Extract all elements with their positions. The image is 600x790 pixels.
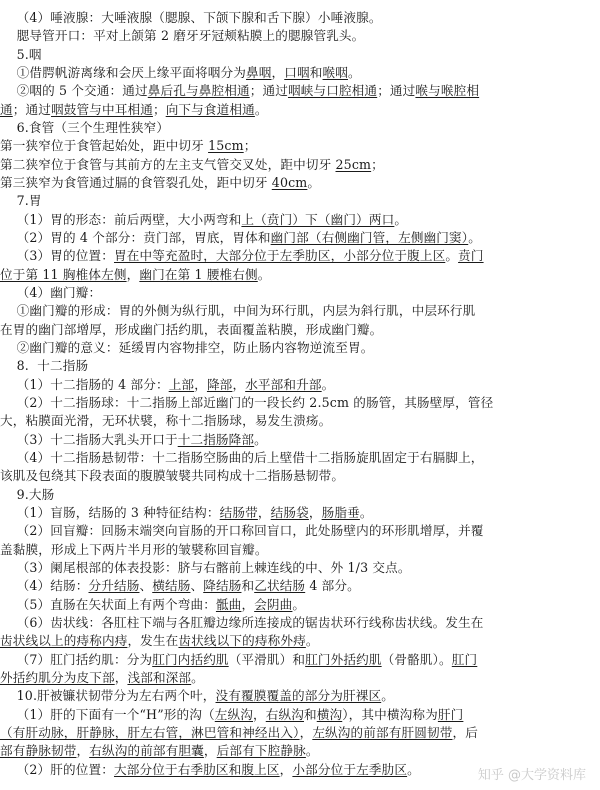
text-line [0, 246, 600, 266]
underlined-term: 15cm [208, 138, 244, 154]
text-run: ，发生在 [127, 633, 179, 649]
text-line [0, 210, 600, 230]
underlined-term: 大部分位于右季肋区和腹上区 [113, 761, 280, 777]
underlined-term: 小部分位于左季肋区 [292, 761, 408, 777]
text-run: 和 [303, 706, 317, 722]
underlined-term: 十二指肠降部 [177, 431, 255, 447]
text-run: 大，粘膜面光滑，无环状襞，称十二指肠球，易发生溃疡。 [0, 413, 332, 429]
underlined-term: 外括约肌分为皮下部 [0, 670, 115, 685]
text-run: （平滑肌）和 [228, 651, 306, 667]
underlined-term: 会阴曲 [254, 596, 293, 612]
text-line [0, 485, 600, 505]
text-run: 。 [394, 211, 408, 227]
underlined-term: 分升结肠 [88, 578, 140, 594]
text-line [0, 741, 600, 761]
text-run: （2）肝的位置： [0, 761, 114, 777]
text-line [0, 705, 600, 725]
text-line [0, 155, 600, 175]
text-run: （2）回盲瓣：回肠末端突向盲肠的开口称回盲口，此处肠壁内的环形肌增厚，并覆 [0, 523, 484, 539]
text-line [0, 356, 600, 376]
text-run: （1）胃的形态：前后两壁，大小两弯和 [0, 211, 242, 227]
text-run: 。 [468, 230, 481, 245]
text-line [0, 228, 600, 248]
underlined-term: 肛门外括约肌 [305, 651, 382, 667]
underlined-term: 40cm [271, 175, 308, 190]
text-run: （3）十二指肠大乳头开口于 [0, 431, 178, 447]
text-run: 和 [309, 65, 323, 80]
text-run: 6.食管（三个生理性狭窄） [0, 120, 170, 135]
text-run: （4）唾液腺：大唾液腺（腮腺、下颌下腺和舌下腺）小唾液腺。 [0, 10, 382, 25]
underlined-term: 贲门 [458, 248, 484, 264]
text-run: ， [241, 596, 255, 612]
text-run: 。 [305, 743, 319, 759]
text-run: 。 [407, 761, 420, 777]
text-run: 。 [359, 505, 373, 520]
underlined-term: 部有静脉韧带 [0, 743, 77, 759]
underlined-term: 左纵沟的前部有肝圆韧带 [312, 725, 453, 740]
text-run: （1）十二指肠的 4 部分： [0, 376, 169, 392]
text-run: 在胃的幽门部增厚，形成幽门括约肌，表面覆盖粘膜，形成幽门瓣。 [0, 321, 383, 337]
text-run: ；通过 [377, 83, 416, 99]
text-line [0, 118, 600, 138]
underlined-term: 肛门 [451, 651, 478, 667]
underlined-term: 幽门部（右侧幽门管，左侧幽门窦） [270, 230, 469, 245]
text-run: 。 [348, 65, 361, 80]
text-line [0, 320, 600, 340]
underlined-term: 口咽 [284, 65, 310, 80]
underlined-term: 肛门内括约肌 [152, 651, 229, 667]
underlined-term: 肝门 [437, 706, 464, 722]
text-run: 4 部分。 [305, 578, 360, 594]
underlined-term: 后部有下腔静脉 [216, 743, 306, 759]
text-line [0, 8, 600, 28]
text-line [0, 26, 600, 46]
text-line [0, 430, 600, 450]
text-line [0, 448, 600, 468]
text-run: 8. 十二指肠 [0, 358, 89, 374]
text-line [0, 686, 600, 706]
text-line [0, 45, 600, 65]
underlined-term: 通 [0, 101, 13, 117]
underlined-term: 右纵沟 [265, 706, 304, 722]
text-line [0, 521, 600, 541]
text-line [0, 503, 600, 523]
text-run: ， [308, 505, 322, 520]
text-run: ， [194, 376, 207, 392]
underlined-term: 乙状结肠 [254, 578, 306, 594]
text-line [0, 393, 600, 413]
text-line [0, 173, 600, 193]
text-run: （5）直肠在矢状面上有两个弯曲： [0, 596, 216, 612]
underlined-term: 喉咽 [322, 65, 349, 80]
underlined-term: 横沟 [316, 706, 343, 722]
text-line [0, 100, 600, 120]
text-run: （7）肛门括约肌：分为 [0, 651, 153, 667]
text-run: （4）幽门瓣： [0, 285, 102, 300]
text-line [0, 411, 600, 431]
text-run: 。 [321, 376, 335, 392]
text-line [0, 63, 600, 83]
text-line [0, 558, 600, 578]
underlined-term: 降部 [206, 376, 233, 392]
text-line [0, 81, 600, 101]
text-run: ），其中横沟称为 [342, 706, 438, 722]
text-run: 10.肝被镰状韧带分为左右两个叶， [0, 688, 216, 704]
zhihu-watermark: 知乎 @大学资料库 [477, 768, 586, 783]
text-run: 和 [241, 578, 255, 594]
underlined-term: 胃在中等充盈时，大部分位于左季肋区，小部分位于腹上区 [113, 248, 446, 264]
text-run: ；通过 [249, 83, 288, 99]
text-run: （4）十二指肠悬韧带：十二指肠空肠曲的后上壁借十二指肠旋肌固定于右膈脚上， [0, 450, 484, 465]
text-run: ；通过 [12, 101, 51, 117]
text-line [0, 283, 600, 303]
text-run: 第二狭窄位于食管与其前方的左主支气管交叉处，距中切牙 [0, 156, 336, 172]
text-run: ①借腭帆游离缘和会厌上缘平面将咽分为 [0, 65, 247, 80]
text-run: 。 [445, 248, 459, 264]
text-line [0, 466, 600, 486]
text-run: ， [76, 743, 90, 759]
text-run: 。 [257, 266, 271, 282]
text-run: ， [253, 706, 266, 722]
text-run: ， [257, 505, 271, 520]
text-line [0, 191, 600, 211]
underlined-term: 结肠袋 [270, 505, 309, 520]
text-run: （骨骼肌）。 [381, 651, 452, 667]
text-run: （1）盲肠，结肠的 3 种特征结构： [0, 505, 220, 520]
text-run: （1）肝的下面有一个“H”形的沟（ [0, 706, 215, 722]
text-run: （4）结肠： [0, 578, 89, 594]
text-run: 。 [191, 670, 204, 685]
underlined-term: 幽门在第 1 腰椎右侧 [139, 266, 258, 282]
text-run: ， [279, 761, 293, 777]
text-run: 、 [139, 578, 153, 594]
text-run: ； [371, 156, 384, 172]
underlined-term: 咽鼓管与中耳相通 [50, 101, 153, 117]
underlined-term: 25cm [335, 156, 372, 172]
text-run: ， [232, 376, 246, 392]
underlined-term: 位于第 11 胸椎体左侧 [0, 266, 127, 282]
text-line [0, 613, 600, 633]
text-run: 第一狭窄位于食管起始处，距中切牙 [0, 138, 209, 154]
underlined-term: 结肠带 [219, 505, 258, 520]
text-run: 9.大肠 [0, 486, 55, 502]
text-run: （3）胃的位置： [0, 248, 114, 264]
text-run: ②咽的 5 个交通：通过 [0, 83, 148, 99]
text-run: （3）阑尾根部的体表投影：脐与右髂前上棘连线的中、外 1/3 交点。 [0, 560, 411, 575]
text-run: ①幽门瓣的形成：胃的外侧为纵行肌，中间为环行肌，内层为斜行肌，中层环行肌 [0, 303, 476, 319]
underlined-term: 齿状线以上的痔称内痔 [0, 633, 128, 649]
text-run: 、 [190, 578, 204, 594]
text-line [0, 265, 600, 285]
text-run: 。 [254, 431, 267, 447]
text-line [0, 136, 600, 156]
underlined-term: （有肝动脉，肝静脉，肝左右管，淋巴管和神经出入） [0, 725, 300, 740]
text-line [0, 650, 600, 670]
underlined-term: 上（贲门）下（幽门）两口 [241, 211, 395, 227]
text-line [0, 540, 600, 560]
text-run: （2）十二指肠球：十二指肠上部近幽门的一段长约 2.5cm 的肠管，其肠壁厚，管径 [0, 395, 494, 410]
text-run: 。 [292, 596, 306, 612]
underlined-term: 没有覆膜覆盖的部分为肝裸区 [215, 688, 382, 704]
text-run: 第三狭窄为食管通过膈的食管裂孔处，距中切牙 [0, 175, 272, 190]
text-run: ， [126, 266, 140, 282]
underlined-term: 齿状线以下的痔称外痔 [178, 633, 306, 649]
text-run: 该肌及包绕其下段表面的腹膜皱襞共同构成十二指肠悬韧带。 [0, 468, 345, 484]
underlined-term: 骶曲 [215, 596, 242, 612]
text-line [0, 338, 600, 358]
text-run: ， [114, 670, 128, 685]
text-run: ②幽门瓣的意义：延缓胃内容物排空，防止肠内容物逆流至胃。 [0, 340, 374, 355]
text-line [0, 631, 600, 651]
text-line [0, 595, 600, 615]
text-run: （2）胃的 4 个部分：贲门部，胃底，胃体和 [0, 230, 271, 245]
underlined-term: 鼻咽 [246, 65, 272, 80]
text-line [0, 576, 600, 596]
text-run: 腮导管开口：平对上颌第 2 磨牙牙冠颊粘膜上的腮腺管乳头。 [0, 28, 365, 44]
underlined-term: 横结肠 [152, 578, 191, 594]
text-line [0, 723, 600, 743]
text-run: 。 [381, 688, 394, 704]
text-run: 5.咽 [0, 46, 42, 62]
underlined-term: 右纵沟的前部有胆囊 [89, 743, 204, 759]
underlined-term: 喉与喉腔相 [415, 83, 480, 99]
text-run: ， [299, 725, 313, 740]
text-run: ， [203, 743, 217, 759]
underlined-term: 左纵沟 [214, 706, 253, 722]
text-run: 。 [254, 101, 268, 117]
text-run: 。 [307, 175, 321, 190]
underlined-term: 浅部和深部 [127, 670, 192, 685]
underlined-term: 鼻后孔与鼻腔相通 [147, 83, 250, 99]
text-run: 7.胃 [0, 193, 42, 209]
underlined-term: 水平部和升部 [245, 376, 322, 392]
underlined-term: 上部 [168, 376, 195, 392]
underlined-term: 向下与食道相通 [165, 101, 255, 117]
text-run: 盖黏膜，形成上下两片半月形的皱襞称回盲瓣。 [0, 541, 268, 557]
text-run: 。 [305, 633, 319, 649]
underlined-term: 降结肠 [203, 578, 242, 594]
text-run: ，后 [452, 725, 478, 740]
text-line [0, 375, 600, 395]
text-line [0, 668, 600, 688]
text-run: ； [152, 101, 166, 117]
underlined-term: 肠脂垂 [321, 505, 360, 520]
text-run: ； [243, 138, 257, 154]
text-line [0, 301, 600, 321]
underlined-term: 咽峡与口腔相通 [287, 83, 378, 99]
text-run: ， [271, 65, 285, 80]
text-run: （6）齿状线：各肛柱下端与各肛瓣边缘所连接成的锯齿状环行线称齿状线。发生在 [0, 615, 484, 630]
